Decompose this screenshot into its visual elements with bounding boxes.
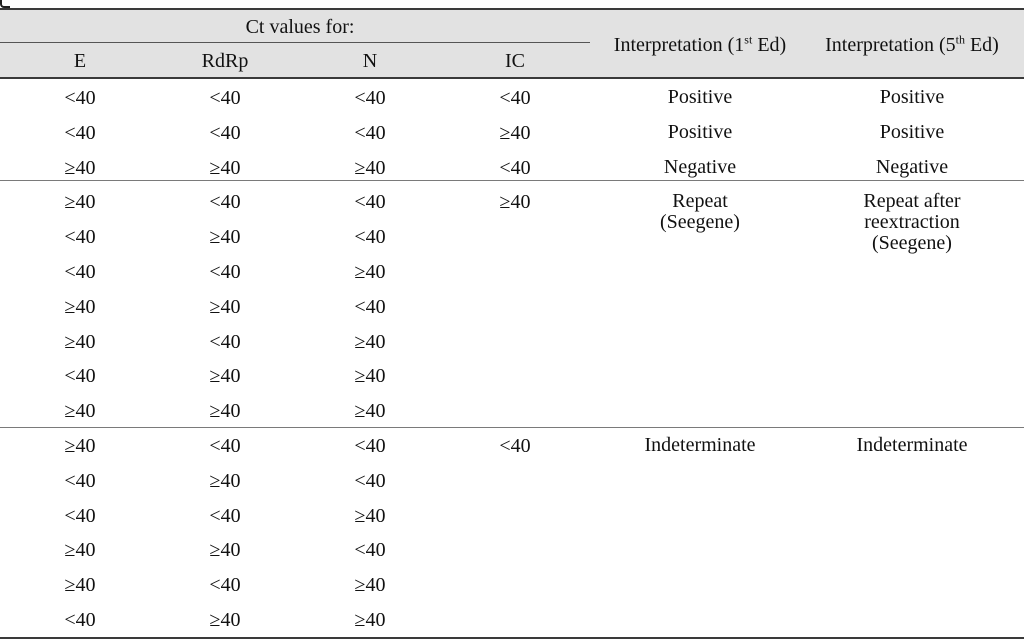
cell-n: ≥40 <box>354 400 386 423</box>
cell-interpretation-1st-ed: Positive <box>667 120 733 143</box>
cell-rdrp: ≥40 <box>209 539 241 562</box>
cell-e: ≥40 <box>64 400 96 423</box>
stray-mark <box>0 0 10 8</box>
cell-interpretation-5th-ed: Repeat after reextraction (Seegene) <box>863 190 961 255</box>
cell-interpretation-1st-ed: Negative <box>663 155 737 178</box>
cell-rdrp: ≥40 <box>209 609 241 631</box>
cell-rdrp: ≥40 <box>209 400 241 423</box>
cell-interpretation-1st-ed: Repeat (Seegene) <box>660 190 740 234</box>
cell-rdrp: <40 <box>209 504 241 527</box>
cell-rdrp: <40 <box>209 87 241 109</box>
cell-interpretation-1st-ed: Indeterminate <box>644 434 756 456</box>
cell-e: <40 <box>64 121 96 144</box>
cell-n: ≥40 <box>354 330 386 353</box>
cell-n: ≥40 <box>354 156 386 179</box>
cell-n: <40 <box>354 87 386 109</box>
cell-e: ≥40 <box>64 435 96 457</box>
cell-e: <40 <box>64 226 96 249</box>
column-header-ic: IC <box>505 50 525 72</box>
cell-e: <40 <box>64 365 96 388</box>
cell-e: ≥40 <box>64 574 96 597</box>
cell-n: ≥40 <box>354 574 386 597</box>
column-header-rdrp: RdRp <box>201 50 249 72</box>
cell-n: ≥40 <box>354 609 386 631</box>
top-rule <box>0 8 1024 10</box>
cell-n: ≥40 <box>354 261 386 283</box>
cell-rdrp: ≥40 <box>209 226 241 249</box>
cell-n: <40 <box>354 469 386 492</box>
cell-rdrp: ≥40 <box>209 469 241 492</box>
cell-n: <40 <box>354 226 386 249</box>
column-header-interpretation-5th-ed: Interpretation (5th Ed) <box>825 32 999 56</box>
cell-n: <40 <box>354 295 386 318</box>
cell-n: ≥40 <box>354 504 386 527</box>
cell-e: <40 <box>64 469 96 492</box>
cell-rdrp: <40 <box>209 261 241 283</box>
cell-interpretation-5th-ed: Positive <box>879 86 945 108</box>
cell-e: ≥40 <box>64 295 96 318</box>
cell-e: <40 <box>64 609 96 631</box>
cell-e: ≥40 <box>64 156 96 179</box>
cell-ic: <40 <box>499 435 531 457</box>
cell-rdrp: <40 <box>209 435 241 457</box>
cell-ic: ≥40 <box>499 121 531 144</box>
cell-e: <40 <box>64 504 96 527</box>
group-divider-1 <box>0 180 1024 181</box>
cell-e: <40 <box>64 261 96 283</box>
cell-n: ≥40 <box>354 365 386 388</box>
bottom-rule <box>0 637 1024 639</box>
cell-interpretation-5th-ed: Negative <box>875 155 949 178</box>
group-divider-2 <box>0 427 1024 428</box>
cell-rdrp: <40 <box>209 121 241 144</box>
cell-ic: <40 <box>499 87 531 109</box>
cell-e: ≥40 <box>64 539 96 562</box>
cell-n: <40 <box>354 539 386 562</box>
cell-n: <40 <box>354 435 386 457</box>
header-rule <box>0 77 1024 79</box>
cell-ic: <40 <box>499 156 531 179</box>
cell-ic: ≥40 <box>499 191 531 214</box>
cell-rdrp: ≥40 <box>209 295 241 318</box>
cell-rdrp: ≥40 <box>209 365 241 388</box>
cell-interpretation-5th-ed: Indeterminate <box>856 434 968 456</box>
cell-e: ≥40 <box>64 191 96 214</box>
column-header-e: E <box>73 50 87 72</box>
cell-n: <40 <box>354 121 386 144</box>
cell-e: <40 <box>64 87 96 109</box>
cell-rdrp: ≥40 <box>209 156 241 179</box>
column-header-n: N <box>362 50 378 72</box>
column-header-interpretation-1st-ed: Interpretation (1st Ed) <box>613 32 787 56</box>
ct-values-header: Ct values for: <box>245 16 355 38</box>
cell-interpretation-1st-ed: Positive <box>667 86 733 108</box>
cell-interpretation-5th-ed: Positive <box>879 120 945 143</box>
cell-e: ≥40 <box>64 330 96 353</box>
cell-rdrp: <40 <box>209 574 241 597</box>
cell-n: <40 <box>354 191 386 214</box>
cell-rdrp: <40 <box>209 330 241 353</box>
cell-rdrp: <40 <box>209 191 241 214</box>
ct-values-subrule <box>0 42 590 43</box>
